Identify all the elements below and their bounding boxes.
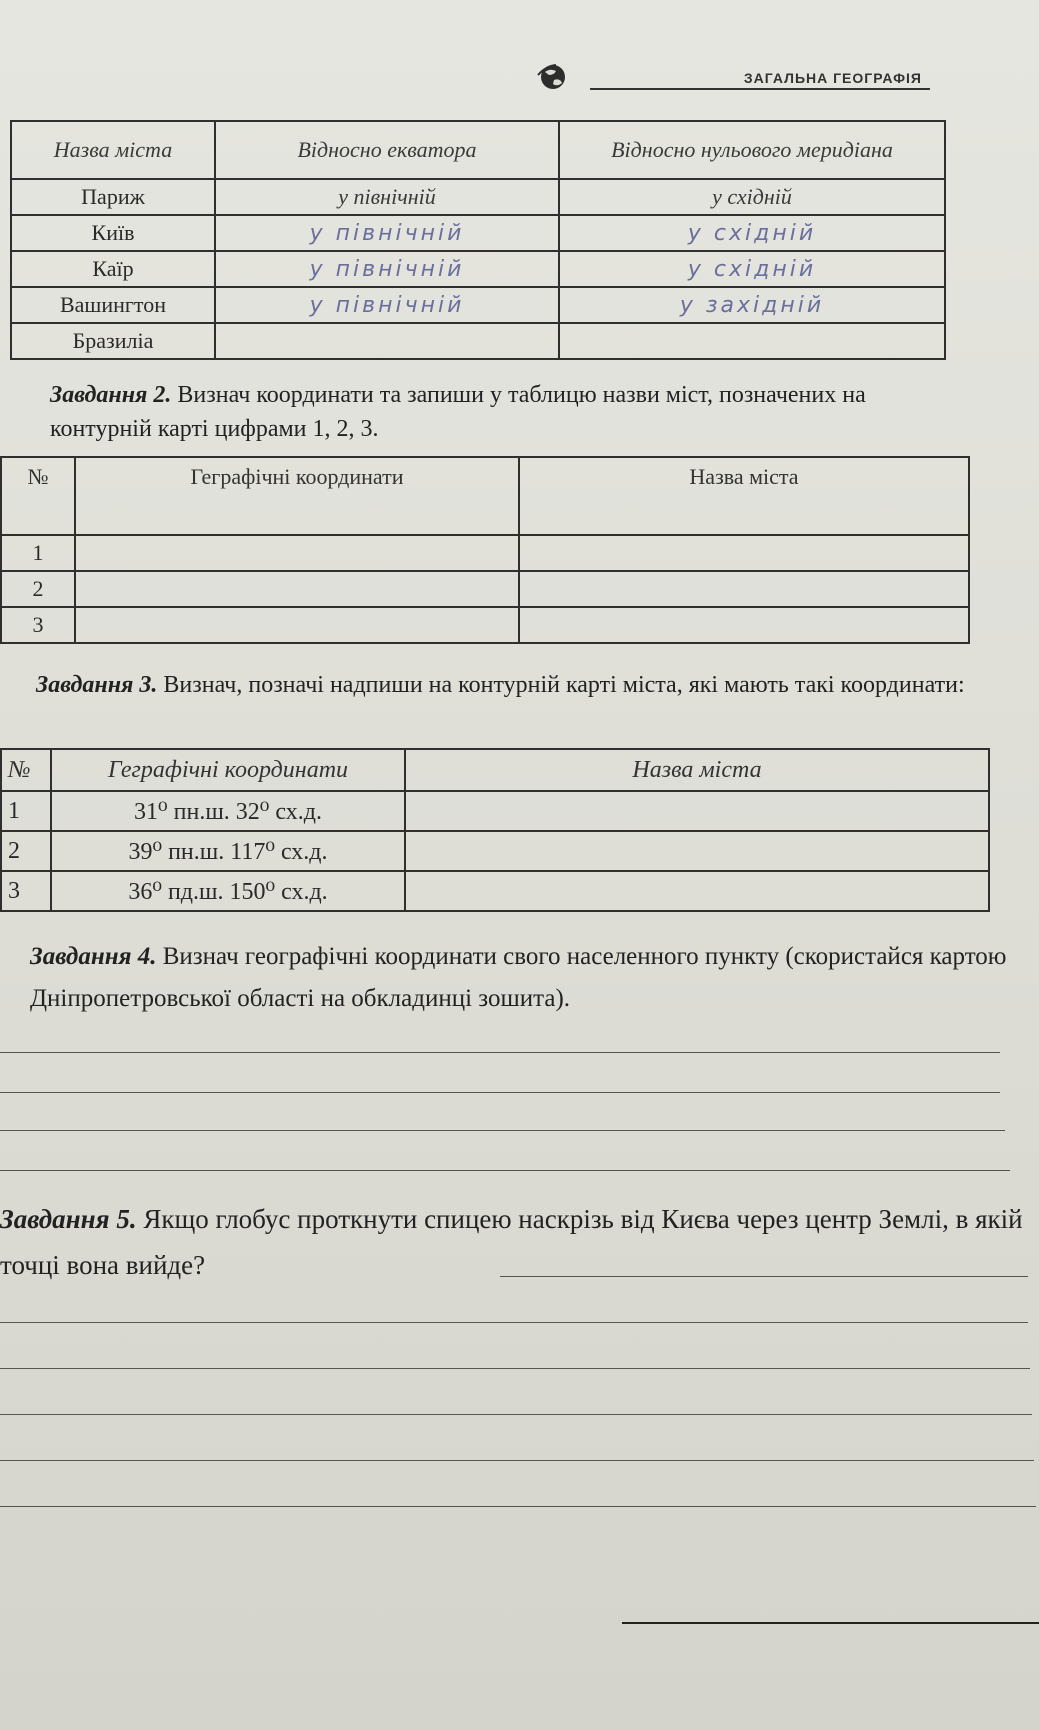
answer-line[interactable] xyxy=(0,1506,1036,1507)
header-rule xyxy=(590,88,930,90)
col-header-city-name: Назва міста xyxy=(519,457,969,535)
table-row xyxy=(11,179,945,215)
city-name-cell[interactable] xyxy=(405,871,989,911)
task4-text xyxy=(30,936,1010,1020)
coordinates-cell[interactable] xyxy=(75,571,519,607)
equator-handwritten[interactable]: у північній xyxy=(215,215,559,251)
answer-line[interactable] xyxy=(500,1276,1028,1277)
table-header-row xyxy=(1,457,969,535)
table-task3 xyxy=(0,748,990,912)
table-row xyxy=(1,607,969,643)
city-cell: Бразиліа xyxy=(11,323,215,359)
answer-line[interactable] xyxy=(0,1130,1005,1131)
row-number: 2 xyxy=(1,831,51,871)
table-row xyxy=(1,535,969,571)
signature-line[interactable] xyxy=(622,1622,1039,1624)
meridian-cell: у східній xyxy=(559,179,945,215)
col-header-equator: Відносно екватора xyxy=(215,121,559,179)
city-name-cell[interactable] xyxy=(519,535,969,571)
coordinates-cell[interactable] xyxy=(75,535,519,571)
coordinates-cell: 31⁰ пн.ш. 32⁰ сх.д. xyxy=(51,791,405,831)
city-cell: Париж xyxy=(11,179,215,215)
col-header-number: № xyxy=(1,749,51,791)
task3-body: Визнач, позначі надпиши на контурній карті міста, які мають такі координати: xyxy=(157,672,965,698)
meridian-handwritten[interactable]: у східній xyxy=(559,215,945,251)
meridian-handwritten[interactable] xyxy=(559,323,945,359)
header-title: ЗАГАЛЬНА ГЕОГРАФІЯ xyxy=(743,70,922,86)
equator-handwritten[interactable] xyxy=(215,323,559,359)
city-cell: Вашингтон xyxy=(11,287,215,323)
col-header-coordinates: Геграфічні координати xyxy=(51,749,405,791)
table-row xyxy=(1,791,989,831)
table-header-row xyxy=(1,749,989,791)
city-name-cell[interactable] xyxy=(519,607,969,643)
task5-body: Якщо глобус проткнути спицею наскрізь від Києва через центр Землі, в якій точці вона вийде? xyxy=(0,1204,1023,1280)
task5-label: Завдання 5. xyxy=(0,1204,137,1234)
city-name-cell[interactable] xyxy=(519,571,969,607)
table-header-row xyxy=(11,121,945,179)
meridian-handwritten[interactable]: у західній xyxy=(559,287,945,323)
table-row xyxy=(11,323,945,359)
task2-label: Завдання 2. xyxy=(50,382,172,408)
row-number: 3 xyxy=(1,871,51,911)
equator-cell: у північній xyxy=(215,179,559,215)
row-number: 1 xyxy=(1,535,75,571)
equator-handwritten[interactable]: у північній xyxy=(215,287,559,323)
table-hemispheres xyxy=(10,120,946,360)
table-row xyxy=(11,251,945,287)
row-number: 1 xyxy=(1,791,51,831)
table-row xyxy=(1,871,989,911)
task4-body: Визнач географічні координати свого населенного пункту (скористайся картою Дніпропетровської області на обкладинці зошита). xyxy=(30,943,1007,1012)
table-row xyxy=(11,215,945,251)
row-number: 3 xyxy=(1,607,75,643)
city-name-cell[interactable] xyxy=(405,831,989,871)
task2-text xyxy=(50,378,950,446)
task3-text xyxy=(36,668,996,702)
coordinates-cell: 39⁰ пн.ш. 117⁰ сх.д. xyxy=(51,831,405,871)
answer-line[interactable] xyxy=(0,1368,1030,1369)
col-header-number: № xyxy=(1,457,75,535)
task4-label: Завдання 4. xyxy=(30,943,157,970)
meridian-handwritten[interactable]: у східній xyxy=(559,251,945,287)
answer-line[interactable] xyxy=(0,1052,1000,1053)
table-row xyxy=(1,831,989,871)
coordinates-cell[interactable] xyxy=(75,607,519,643)
answer-line[interactable] xyxy=(0,1092,1000,1093)
coordinates-cell: 36⁰ пд.ш. 150⁰ сх.д. xyxy=(51,871,405,911)
answer-line[interactable] xyxy=(0,1460,1034,1461)
answer-line[interactable] xyxy=(0,1322,1028,1323)
table-row xyxy=(11,287,945,323)
table-task2 xyxy=(0,456,970,644)
answer-line[interactable] xyxy=(0,1414,1032,1415)
city-name-cell[interactable] xyxy=(405,791,989,831)
task3-label: Завдання 3. xyxy=(36,672,158,698)
col-header-city: Назва міста xyxy=(11,121,215,179)
row-number: 2 xyxy=(1,571,75,607)
page-header xyxy=(530,58,930,98)
col-header-meridian: Відносно нульового меридіана xyxy=(559,121,945,179)
col-header-coordinates: Геграфічні координати xyxy=(75,457,519,535)
city-cell: Каїр xyxy=(11,251,215,287)
answer-line[interactable] xyxy=(0,1170,1010,1171)
table-row xyxy=(1,571,969,607)
globe-icon xyxy=(536,62,570,92)
equator-handwritten[interactable]: у північній xyxy=(215,251,559,287)
city-cell: Київ xyxy=(11,215,215,251)
task5-text xyxy=(0,1196,1030,1288)
col-header-city-name: Назва міста xyxy=(405,749,989,791)
task2-body: Визнач координати та запиши у таблицю назви міст, позначених на контурній карті цифрами 1, 2, 3. xyxy=(50,382,866,442)
